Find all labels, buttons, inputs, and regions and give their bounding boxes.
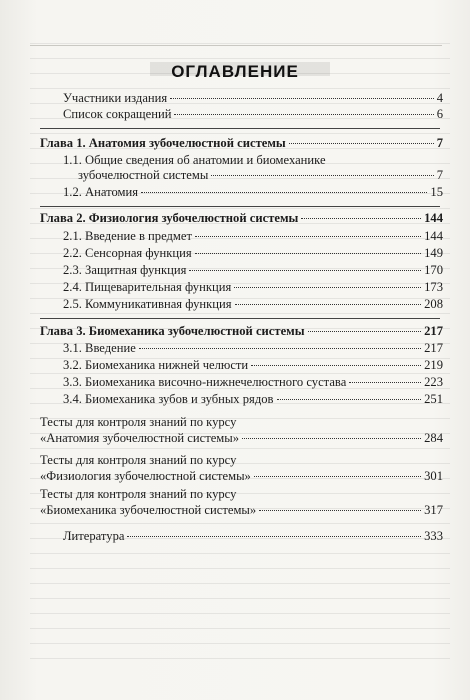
- toc-chapter-3: Глава 3. Биомеханика зубочелюстной системы 217: [40, 324, 443, 338]
- toc-section-1-1: зубочелюстной системы 7: [78, 168, 443, 182]
- toc-section-2-5: 2.5. Коммуникативная функция 208: [63, 297, 443, 311]
- toc-section-3-3: 3.3. Биомеханика височно-нижнечелюстного сустава 223: [63, 375, 443, 389]
- toc-entry-participants: Участники издания 4: [63, 91, 443, 105]
- toc-tests-physiology: «Физиология зубочелюстной системы» 301: [40, 469, 443, 483]
- toc-tests-anatomy: «Анатомия зубочелюстной системы» 284: [40, 431, 443, 445]
- toc-entry-literature: Литература 333: [63, 529, 443, 543]
- toc-section-3-1: 3.1. Введение 217: [63, 341, 443, 355]
- show-through-rule: [30, 45, 442, 46]
- section-divider: [40, 318, 440, 319]
- toc-chapter-2: Глава 2. Физиология зубочелюстной системы 144: [40, 211, 443, 225]
- toc-tests-biomechanics: «Биомеханика зубочелюстной системы» 317: [40, 503, 443, 517]
- page-title: ОГЛАВЛЕНИЕ: [171, 62, 299, 81]
- section-divider: [40, 206, 440, 207]
- toc-tests-physiology-line1: Тесты для контроля знаний по курсу: [40, 453, 237, 467]
- toc-tests-biomechanics-line1: Тесты для контроля знаний по курсу: [40, 487, 237, 501]
- toc-section-3-4: 3.4. Биомеханика зубов и зубных рядов 251: [63, 392, 443, 406]
- section-divider: [40, 128, 440, 129]
- toc-section-2-1: 2.1. Введение в предмет 144: [63, 229, 443, 243]
- toc-section-3-2: 3.2. Биомеханика нижней челюсти 219: [63, 358, 443, 372]
- toc-tests-anatomy-line1: Тесты для контроля знаний по курсу: [40, 415, 237, 429]
- toc-section-2-3: 2.3. Защитная функция 170: [63, 263, 443, 277]
- toc-section-2-2: 2.2. Сенсорная функция 149: [63, 246, 443, 260]
- toc-section-1-1-line1: 1.1. Общие сведения об анатомии и биомеханике: [63, 153, 326, 167]
- toc-section-1-2: 1.2. Анатомия 15: [63, 185, 443, 199]
- toc-section-2-4: 2.4. Пищеварительная функция 173: [63, 280, 443, 294]
- toc-chapter-1: Глава 1. Анатомия зубочелюстной системы 7: [40, 136, 443, 150]
- toc-entry-abbreviations: Список сокращений 6: [63, 107, 443, 121]
